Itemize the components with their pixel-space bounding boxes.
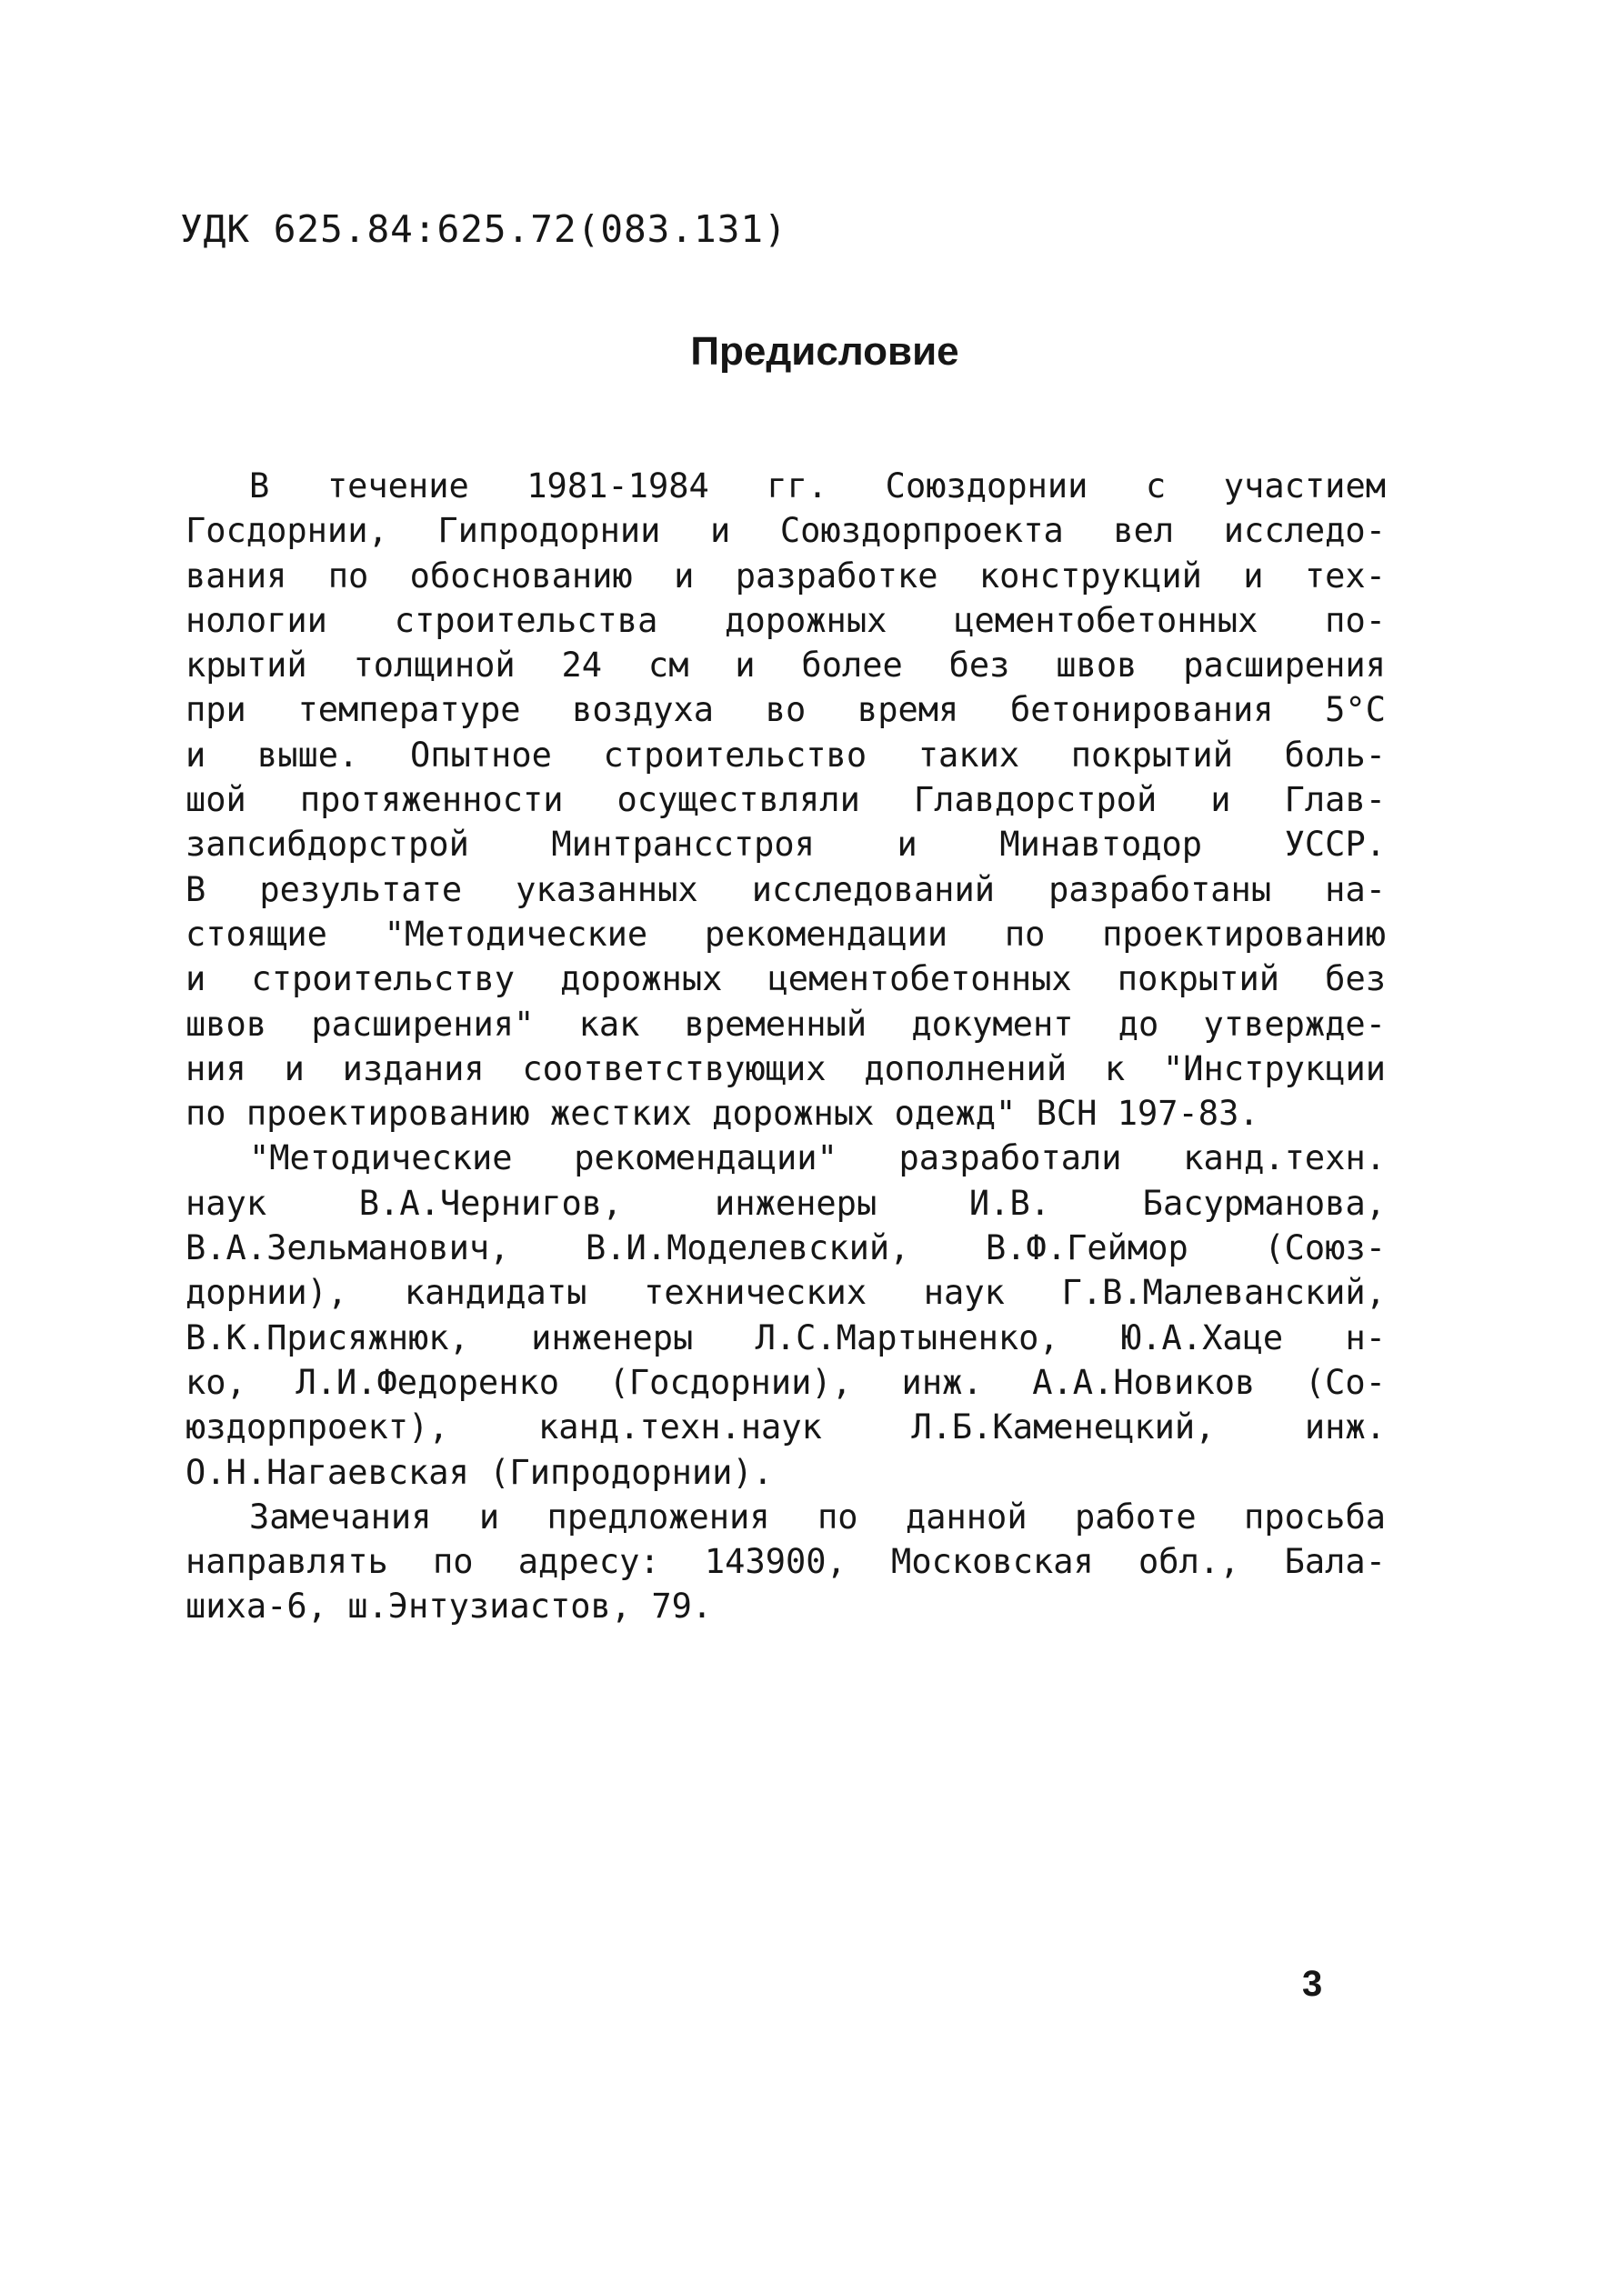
text-line: Замечания и предложения по данной работе просьба [249, 1497, 1386, 1537]
text-line: запсибдорстрой Минтрансстроя и Минавтодор УССР. [185, 825, 1386, 865]
text-line: дорнии), кандидаты технических наук Г.В.Малеванский, [185, 1273, 1386, 1313]
document-body [185, 464, 1386, 1629]
paragraph-contact [185, 1495, 1386, 1629]
text-line: при температуре воздуха во время бетонирования 5°С [185, 690, 1386, 730]
text-line: наук В.А.Чернигов, инженеры И.В. Басурманова, [185, 1183, 1386, 1223]
text-line: ко, Л.И.Федоренко (Госдорнии), инж. А.А.Новиков (Со- [185, 1362, 1386, 1402]
text-line: крытий толщиной 24 см и более без швов расширения [185, 646, 1386, 686]
text-line: В результате указанных исследований разработаны на- [185, 869, 1386, 909]
text-line: В.А.Зельманович, В.И.Моделевский, В.Ф.Геймор (Союз- [185, 1228, 1386, 1268]
page-number: 3 [1302, 1964, 1323, 2004]
text-line: швов расширения" как временный документ до утвержде- [185, 1004, 1386, 1044]
text-line: Госдорнии, Гипродорнии и Союздорпроекта вел исследо- [185, 511, 1386, 551]
text-line: "Методические рекомендации" разработали канд.техн. [249, 1138, 1386, 1178]
text-line: вания по обоснованию и разработке конструкций и тех- [185, 556, 1386, 596]
paragraph-authors [185, 1136, 1386, 1494]
text-line: О.Н.Нагаевская (Гипродорнии). [185, 1452, 774, 1492]
text-line: по проектированию жестких дорожных одежд" ВСН 197-83. [185, 1094, 1259, 1134]
text-line: ния и издания соответствующих дополнений к "Инструкции [185, 1048, 1386, 1088]
text-line: В.К.Присяжнюк, инженеры Л.С.Мартыненко, Ю.А.Хаце н- [185, 1317, 1386, 1357]
udk-code: УДК 625.84:625.72(083.131) [180, 207, 787, 251]
page-title: Предисловие [690, 329, 959, 374]
text-line: стоящие "Методические рекомендации по проектированию [185, 914, 1386, 954]
text-line: и строительству дорожных цементобетонных покрытий без [185, 959, 1386, 999]
paragraph-research [185, 464, 1386, 1136]
text-line: юздорпроект), канд.техн.наук Л.Б.Каменецкий, инж. [185, 1407, 1386, 1447]
text-line: нологии строительства дорожных цементобетонных по- [185, 600, 1386, 640]
text-line: В течение 1981-1984 гг. Союздорнии с участием [249, 466, 1386, 506]
text-line: шой протяженности осуществляли Главдорстрой и Глав- [185, 780, 1386, 820]
text-line: шиха-6, ш.Энтузиастов, 79. [185, 1587, 713, 1627]
text-line: направлять по адресу: 143900, Московская обл., Бала- [185, 1542, 1386, 1582]
text-line: и выше. Опытное строительство таких покрытий боль- [185, 735, 1386, 775]
